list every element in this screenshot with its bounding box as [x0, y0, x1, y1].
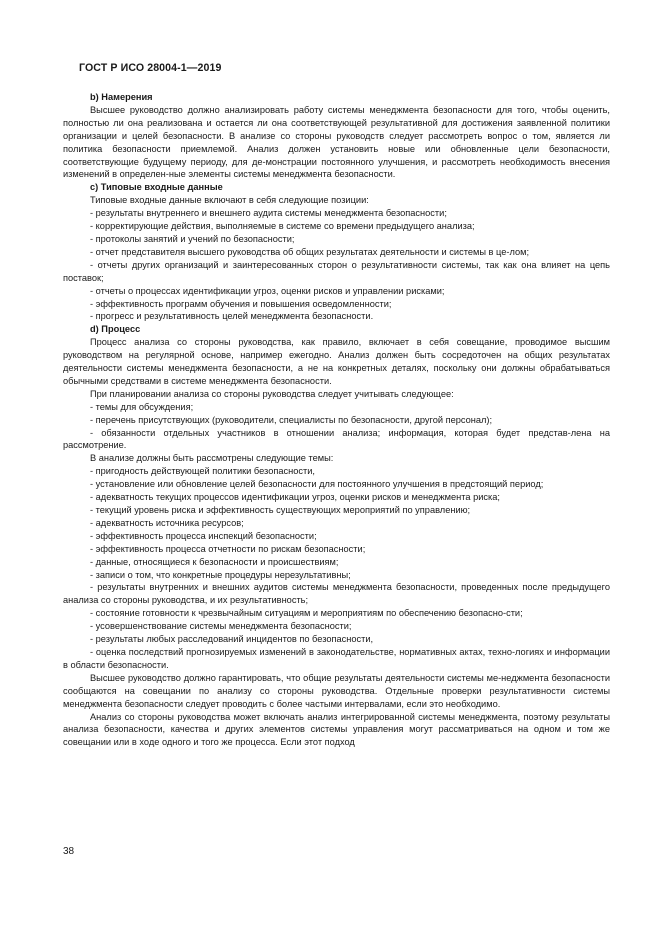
list-item: - текущий уровень риска и эффективность существующих мероприятий по управлению;: [90, 505, 471, 515]
list-item: - отчеты о процессах идентификации угроз, оценки рисков и управлении рисками;: [90, 285, 445, 296]
list-item: - корректирующие действия, выполняемые в системе со времени предыдущего анализа;: [90, 221, 475, 232]
list-item: - прогресс и результативность целей менеджмента безопасности.: [90, 311, 374, 322]
paragraph: Высшее руководство должно гарантировать, что общие результаты деятельности системы ме-неджмента безопасности сообщаются на совещании по анализу со стороны руководства. Отдельные проверки результативности системы менеджмента безопасности следует проводить с более частыми интервалами, если это необходимо.: [63, 672, 610, 709]
paragraph: Анализ со стороны руководства может включать анализ интегрированной системы менеджмента, поэтому результаты анализа безопасности, качества и других элементов системы управления могут рассматриваться на одном и том же совещании или в ходе одного и того же процесса. Если этот подход: [63, 711, 610, 748]
list-item: - адекватность источника ресурсов;: [90, 517, 244, 528]
paragraph: При планировании анализа со стороны руководства следует учитывать следующее:: [90, 388, 454, 399]
list-item: - отчеты других организаций и заинтересованных сторон о результативности системы, так как она влияет на цепь поставок;: [63, 259, 610, 283]
list-item: - эффективность процесса инспекций безопасности;: [90, 530, 317, 541]
list-item: - данные, относящиеся к безопасности и происшествиям;: [90, 556, 339, 567]
paragraph: Типовые входные данные включают в себя следующие позиции:: [90, 195, 369, 206]
list-item: - протоколы занятий и учений по безопасности;: [90, 233, 295, 244]
document-body: [63, 91, 610, 749]
list-item: - результаты любых расследований инцидентов по безопасности,: [90, 634, 374, 645]
paragraph: Процесс анализа со стороны руководства, как правило, включает в себя совещание, проводимое высшим руководством на регулярной основе, например ежегодно. Анализ должен быть сосредоточен на общих результатах деятельности системы менеджмента безопасности, а не на конкретных деталях, поскольку они должны обрабатываться обычными средствами в системе менеджмента безопасности.: [63, 337, 610, 386]
list-item: - темы для обсуждения;: [90, 401, 194, 412]
paragraph: Высшее руководство должно анализировать работу системы менеджмента безопасности для того, чтобы оценить, полностью ли она реализована и остается ли она соответствующей результативной для достижения заявленной политики организации и целей безопасности. В анализе со стороны руководств следует рассмотреть вопрос о том, является ли политика безопасности приемлемой. Анализ должен установить новые или обновленные цели безопасности, соответствующие будущему периоду, для де-монстрации постоянного улучшения, и рассмотреть необходимость внесения изменений в определен-ные элементы системы менеджмента безопасности.: [63, 104, 610, 180]
section-heading: b) Намерения: [90, 92, 153, 102]
list-item: - установление или обновление целей безопасности для постоянного улучшения в предстоящий период;: [90, 479, 544, 490]
section-heading: c) Типовые входные данные: [90, 182, 223, 193]
list-item: - эффективность процесса отчетности по рискам безопасности;: [90, 543, 366, 554]
list-item: - перечень присутствующих (руководители, специалисты по безопасности, другой персонал);: [90, 414, 493, 425]
list-item: - записи о том, что конкретные процедуры нерезультативны;: [90, 569, 351, 580]
page-number: 38: [63, 846, 75, 857]
section-heading: d) Процесс: [90, 324, 141, 335]
list-item: - усовершенствование системы менеджмента безопасности;: [90, 621, 352, 632]
list-item: - обязанности отдельных участников в отношении анализа; информация, которая будет представ-лена на рассмотрение.: [63, 427, 610, 451]
standard-header: ГОСТ Р ИСО 28004-1—2019: [79, 62, 222, 74]
list-item: - отчет представителя высшего руководства об общих результатах деятельности и системы в це-лом;: [90, 246, 530, 257]
list-item: - пригодность действующей политики безопасности,: [90, 466, 315, 477]
list-item: - оценка последствий прогнозируемых изменений в законодательстве, нормативных актах, техно-логиях и информации в области безопасности.: [63, 646, 610, 670]
paragraph: В анализе должны быть рассмотрены следующие темы:: [90, 453, 334, 464]
list-item: - адекватность текущих процессов идентификации угроз, оценки рисков и менеджмента риска;: [90, 492, 501, 503]
list-item: - результаты внутреннего и внешнего аудита системы менеджмента безопасности;: [90, 208, 447, 219]
list-item: - эффективность программ обучения и повышения осведомленности;: [90, 298, 392, 309]
list-item: - состояние готовности к чрезвычайным ситуациям и мероприятиям по обеспечению безопасно-сти;: [90, 608, 523, 619]
list-item: - результаты внутренних и внешних аудитов системы менеджмента безопасности, проведенных после предыдущего анализа со стороны руководства, и их результативность;: [63, 582, 610, 606]
